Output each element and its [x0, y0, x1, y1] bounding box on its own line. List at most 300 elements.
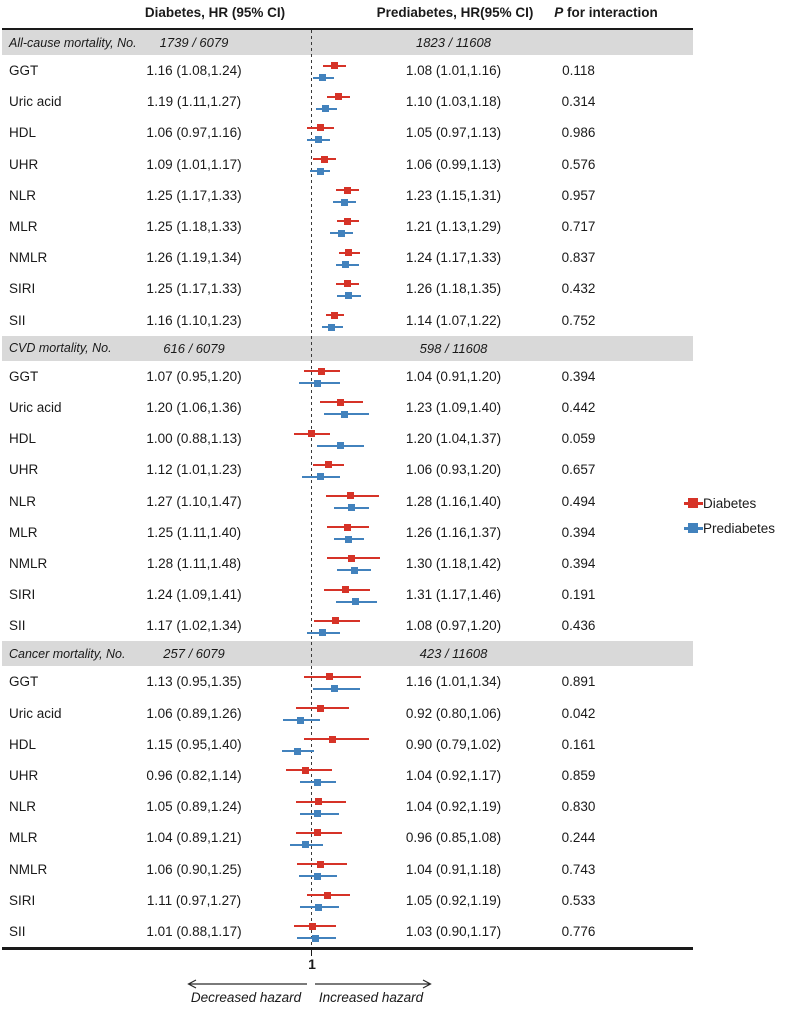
p-interaction-value: 0.494 [561, 493, 596, 509]
diabetes-ci [324, 589, 370, 591]
prediabetes-ci [334, 538, 364, 540]
prediabetes-point [317, 168, 324, 175]
p-interaction-value: 0.161 [561, 736, 596, 752]
forest-plot-cell [258, 361, 395, 392]
prediabetes-ci [317, 445, 364, 447]
forest-row [2, 698, 693, 729]
prediabetes-hr-value: 1.05 (0.92,1.19) [405, 892, 502, 908]
forest-plot-cell [258, 454, 395, 485]
prediabetes-hr-value: 1.10 (1.03,1.18) [405, 94, 502, 110]
diabetes-ci [339, 252, 361, 254]
diabetes-point [314, 829, 321, 836]
diabetes-ci [327, 526, 369, 528]
prediabetes-hr-value: 1.05 (0.97,1.13) [405, 125, 502, 141]
prediabetes-hr-value: 1.04 (0.92,1.17) [405, 768, 502, 784]
forest-plot-cell [258, 55, 395, 86]
prediabetes-hr-value: 1.20 (1.04,1.37) [405, 431, 502, 447]
diabetes-point [347, 492, 354, 499]
row-label: Uric acid [9, 94, 62, 110]
diabetes-ci [296, 801, 346, 803]
legend-marker-square [688, 498, 698, 508]
p-interaction-value: 0.830 [561, 799, 596, 815]
diabetes-hr-value: 1.06 (0.89,1.26) [146, 705, 242, 721]
prediabetes-ci [324, 413, 368, 415]
diabetes-ci [304, 370, 340, 372]
row-label: Uric acid [9, 705, 62, 721]
diabetes-hr-value: 1.25 (1.18,1.33) [146, 219, 242, 235]
row-label: SIRI [9, 587, 36, 603]
forest-plot-cell [258, 854, 395, 885]
forest-plot-cell [258, 548, 395, 579]
legend-label: Diabetes [703, 495, 757, 511]
decreased-hazard-label: Decreased hazard [190, 990, 302, 1005]
p-interaction-value: 0.042 [561, 705, 596, 721]
diabetes-hr-value: 1.05 (0.89,1.24) [146, 799, 242, 815]
prediabetes-point [345, 536, 352, 543]
diabetes-ci [304, 738, 368, 740]
row-label: UHR [9, 156, 39, 172]
prediabetes-point [317, 473, 324, 480]
p-interaction-value: 0.986 [561, 125, 596, 141]
prediabetes-point [337, 442, 344, 449]
diabetes-point [348, 555, 355, 562]
section-band [2, 641, 693, 666]
forest-plot-cell [258, 423, 395, 454]
row-label: HDL [9, 431, 37, 447]
forest-row [2, 854, 693, 885]
prediabetes-point [338, 230, 345, 237]
forest-row [2, 517, 693, 548]
diabetes-ci [296, 832, 342, 834]
diabetes-ci [314, 620, 360, 622]
diabetes-point [309, 923, 316, 930]
diabetes-ci [327, 557, 380, 559]
diabetes-hr-value: 1.25 (1.11,1.40) [146, 524, 242, 540]
diabetes-hr-value: 1.16 (1.10,1.23) [146, 312, 242, 328]
diabetes-hr-value: 1.12 (1.01,1.23) [146, 462, 242, 478]
p-interaction-value: 0.118 [562, 63, 595, 79]
diabetes-hr-value: 1.00 (0.88,1.13) [146, 431, 242, 447]
prediabetes-point [331, 685, 338, 692]
prediabetes-ci [307, 139, 330, 141]
diabetes-count: 257 / 6079 [163, 646, 225, 662]
decreased-hazard-arrow [189, 980, 308, 988]
diabetes-hr-value: 0.96 (0.82,1.14) [146, 768, 242, 784]
row-label: GGT [9, 368, 39, 384]
diabetes-point [331, 62, 338, 69]
p-interaction-value: 0.576 [561, 156, 596, 172]
forest-plot-cell [258, 610, 395, 641]
prediabetes-ci [300, 781, 336, 783]
diabetes-point [321, 156, 328, 163]
row-label: GGT [9, 63, 39, 79]
prediabetes-ci [337, 569, 371, 571]
row-label: Uric acid [9, 399, 62, 415]
diabetes-point [344, 218, 351, 225]
diabetes-hr-value: 1.27 (1.10,1.47) [146, 493, 242, 509]
prediabetes-point [319, 74, 326, 81]
prediabetes-hr-value: 1.23 (1.15,1.31) [405, 187, 502, 203]
diabetes-point [344, 187, 351, 194]
prediabetes-hr-value: 1.24 (1.17,1.33) [405, 250, 502, 266]
forest-plot-cell [258, 117, 395, 148]
p-interaction-value: 0.717 [561, 219, 596, 235]
p-interaction-value: 0.244 [561, 830, 596, 846]
diabetes-point [308, 430, 315, 437]
diabetes-hr-value: 1.01 (0.88,1.17) [146, 923, 242, 939]
increased-hazard-arrow [315, 980, 431, 988]
forest-row [2, 180, 693, 211]
p-interaction-value: 0.957 [561, 187, 596, 203]
prediabetes-point [314, 779, 321, 786]
diabetes-hr-value: 1.07 (0.95,1.20) [146, 368, 242, 384]
diabetes-hr-value: 1.13 (0.95,1.35) [146, 674, 242, 690]
row-label: NMLR [9, 861, 48, 877]
p-interaction-value: 0.743 [561, 861, 596, 877]
forest-plot-cell [258, 149, 395, 180]
forest-plot-cell [258, 822, 395, 853]
diabetes-ci [326, 314, 345, 316]
prediabetes-hr-value: 1.06 (0.93,1.20) [405, 462, 502, 478]
diabetes-ci [304, 676, 361, 678]
row-label: MLR [9, 830, 38, 846]
row-label: NLR [9, 799, 37, 815]
section-label: Cancer mortality, No. [9, 646, 126, 661]
section-band [2, 336, 693, 361]
diabetes-ci [297, 863, 347, 865]
prediabetes-point [319, 629, 326, 636]
prediabetes-hr-value: 1.04 (0.92,1.19) [405, 799, 502, 815]
row-label: MLR [9, 219, 38, 235]
diabetes-point [302, 767, 309, 774]
diabetes-hr-value: 1.28 (1.11,1.48) [146, 555, 242, 571]
prediabetes-hr-value: 1.31 (1.17,1.46) [405, 587, 502, 603]
row-label: SII [9, 312, 26, 328]
forest-row [2, 666, 693, 697]
reference-line [311, 30, 312, 947]
prediabetes-ci [337, 295, 361, 297]
diabetes-ci [320, 401, 363, 403]
reference-value-label: 1 [308, 956, 316, 972]
forest-row [2, 916, 693, 947]
legend-marker-diabetes [684, 497, 703, 509]
diabetes-point [335, 93, 342, 100]
diabetes-hr-value: 1.20 (1.06,1.36) [146, 399, 242, 415]
row-label: SIRI [9, 281, 36, 297]
section-label: All-cause mortality, No. [9, 35, 137, 50]
forest-plot-cell [258, 760, 395, 791]
prediabetes-ci [316, 108, 337, 110]
row-label: GGT [9, 674, 39, 690]
diabetes-ci [294, 925, 336, 927]
prediabetes-point [352, 598, 359, 605]
diabetes-hr-value: 1.15 (0.95,1.40) [146, 736, 242, 752]
row-label: NLR [9, 493, 37, 509]
forest-row [2, 117, 693, 148]
prediabetes-ci [333, 201, 356, 203]
p-interaction-value: 0.776 [561, 923, 596, 939]
p-interaction-value: 0.394 [561, 368, 596, 384]
section-band [2, 30, 693, 55]
legend-marker-prediabetes [684, 522, 703, 534]
forest-plot-cell [258, 211, 395, 242]
prediabetes-point [314, 810, 321, 817]
diabetes-hr-value: 1.16 (1.08,1.24) [146, 63, 242, 79]
diabetes-ci [307, 127, 334, 129]
prediabetes-hr-value: 1.04 (0.91,1.20) [405, 368, 502, 384]
forest-plot-cell [258, 305, 395, 336]
diabetes-ci [326, 495, 379, 497]
prediabetes-hr-value: 1.16 (1.01,1.34) [405, 674, 502, 690]
forest-plot-cell [258, 485, 395, 516]
prediabetes-point [297, 717, 304, 724]
prediabetes-ci [300, 906, 339, 908]
p-interaction-value: 0.432 [561, 281, 596, 297]
prediabetes-hr-value: 1.04 (0.91,1.18) [405, 861, 502, 877]
prediabetes-point [294, 748, 301, 755]
row-label: SIRI [9, 892, 36, 908]
prediabetes-ci [297, 937, 336, 939]
diabetes-ci [313, 464, 345, 466]
diabetes-hr-value: 1.17 (1.02,1.34) [146, 618, 242, 634]
prediabetes-point [314, 873, 321, 880]
forest-row [2, 305, 693, 336]
prediabetes-ci [307, 632, 340, 634]
prediabetes-hr-value: 1.26 (1.16,1.37) [405, 524, 502, 540]
prediabetes-point [302, 841, 309, 848]
row-label: SII [9, 618, 26, 634]
prediabetes-hr-value: 1.08 (0.97,1.20) [405, 618, 502, 634]
diabetes-hr-value: 1.06 (0.90,1.25) [146, 861, 242, 877]
forest-row [2, 423, 693, 454]
diabetes-ci [323, 65, 346, 67]
forest-plot-cell [258, 392, 395, 423]
prediabetes-ci [313, 77, 334, 79]
forest-row [2, 55, 693, 86]
hazard-direction-arrows [0, 977, 693, 991]
prediabetes-count: 423 / 11608 [419, 646, 488, 662]
legend-label: Prediabetes [703, 520, 776, 536]
diabetes-ci [313, 158, 336, 160]
row-label: NMLR [9, 250, 48, 266]
forest-row [2, 760, 693, 791]
prediabetes-count: 598 / 11608 [419, 340, 488, 356]
forest-rows-container [2, 30, 693, 947]
p-interaction-value: 0.059 [561, 431, 596, 447]
p-interaction-value: 0.436 [561, 618, 596, 634]
forest-plot-cell [258, 86, 395, 117]
diabetes-ci [286, 769, 332, 771]
prediabetes-point [341, 411, 348, 418]
prediabetes-hr-value: 1.06 (0.99,1.13) [405, 156, 502, 172]
forest-row [2, 610, 693, 641]
forest-plot-cell [258, 729, 395, 760]
prediabetes-hr-value: 0.92 (0.80,1.06) [405, 705, 502, 721]
legend-item-prediabetes [684, 521, 775, 535]
prediabetes-ci [334, 507, 368, 509]
diabetes-point [315, 798, 322, 805]
legend [684, 496, 775, 546]
forest-row [2, 392, 693, 423]
forest-row [2, 485, 693, 516]
p-interaction-value: 0.314 [561, 94, 596, 110]
p-interaction-value: 0.891 [561, 674, 596, 690]
forest-row [2, 86, 693, 117]
prediabetes-ci [283, 719, 320, 721]
prediabetes-point [328, 324, 335, 331]
diabetes-point [324, 892, 331, 899]
forest-row [2, 149, 693, 180]
diabetes-point [344, 280, 351, 287]
row-label: HDL [9, 736, 37, 752]
p-interaction-value: 0.533 [561, 892, 596, 908]
diabetes-hr-value: 1.06 (0.97,1.16) [146, 125, 242, 141]
diabetes-point [344, 524, 351, 531]
prediabetes-ci [290, 844, 323, 846]
prediabetes-point [341, 199, 348, 206]
diabetes-point [317, 705, 324, 712]
row-label: UHR [9, 462, 39, 478]
forest-plot-cell [258, 579, 395, 610]
prediabetes-hr-value: 0.96 (0.85,1.08) [405, 830, 502, 846]
p-interaction-value: 0.394 [561, 524, 596, 540]
forest-row [2, 273, 693, 304]
prediabetes-ci [282, 750, 315, 752]
p-italic: P [554, 5, 564, 20]
diabetes-ci [327, 96, 350, 98]
increased-hazard-label: Increased hazard [318, 990, 424, 1005]
forest-plot-cell [258, 791, 395, 822]
p-interaction-value: 0.752 [561, 312, 596, 328]
diabetes-point [318, 368, 325, 375]
p-interaction-value: 0.657 [561, 462, 596, 478]
forest-row [2, 791, 693, 822]
diabetes-hr-value: 1.25 (1.17,1.33) [146, 281, 242, 297]
forest-row [2, 579, 693, 610]
diabetes-hr-value: 1.26 (1.19,1.34) [146, 250, 242, 266]
row-label: HDL [9, 125, 37, 141]
prediabetes-column-header: Prediabetes, HR(95% CI) [376, 5, 534, 20]
diabetes-hr-value: 1.11 (0.97,1.27) [146, 892, 242, 908]
prediabetes-ci [299, 875, 338, 877]
row-label: UHR [9, 768, 39, 784]
forest-plot-cell [258, 273, 395, 304]
diabetes-ci [296, 707, 349, 709]
forest-row [2, 454, 693, 485]
diabetes-point [342, 586, 349, 593]
forest-row [2, 242, 693, 273]
p-interaction-value: 0.394 [561, 555, 596, 571]
prediabetes-point [348, 504, 355, 511]
prediabetes-point [315, 136, 322, 143]
forest-row [2, 822, 693, 853]
prediabetes-ci [336, 264, 359, 266]
diabetes-point [337, 399, 344, 406]
p-interaction-value: 0.859 [561, 768, 596, 784]
forest-plot-cell [258, 698, 395, 729]
diabetes-point [326, 673, 333, 680]
forest-row [2, 729, 693, 760]
forest-row [2, 885, 693, 916]
diabetes-hr-value: 1.09 (1.01,1.17) [146, 156, 242, 172]
diabetes-point [317, 124, 324, 131]
row-label: SII [9, 923, 26, 939]
prediabetes-ci [302, 476, 341, 478]
prediabetes-hr-value: 1.08 (1.01,1.16) [405, 63, 502, 79]
diabetes-ci [336, 189, 359, 191]
p-interaction-value: 0.191 [561, 587, 596, 603]
forest-row [2, 361, 693, 392]
p-suffix: for interaction [563, 5, 658, 20]
prediabetes-hr-value: 1.26 (1.18,1.35) [405, 281, 502, 297]
row-label: NLR [9, 187, 37, 203]
diabetes-ci [337, 220, 359, 222]
prediabetes-ci [336, 601, 378, 603]
diabetes-point [331, 312, 338, 319]
prediabetes-ci [322, 326, 343, 328]
prediabetes-point [342, 261, 349, 268]
bottom-divider-line [2, 947, 693, 950]
forest-row [2, 211, 693, 242]
diabetes-point [332, 617, 339, 624]
diabetes-column-header: Diabetes, HR (95% CI) [144, 5, 286, 20]
prediabetes-hr-value: 0.90 (0.79,1.02) [405, 736, 502, 752]
prediabetes-ci [330, 232, 353, 234]
prediabetes-hr-value: 1.14 (1.07,1.22) [405, 312, 502, 328]
prediabetes-hr-value: 1.23 (1.09,1.40) [405, 399, 502, 415]
row-label: MLR [9, 524, 38, 540]
forest-plot-cell [258, 885, 395, 916]
prediabetes-point [345, 292, 352, 299]
prediabetes-ci [299, 382, 341, 384]
prediabetes-hr-value: 1.28 (1.16,1.40) [405, 493, 502, 509]
diabetes-point [325, 461, 332, 468]
prediabetes-ci [313, 688, 360, 690]
diabetes-point [317, 861, 324, 868]
diabetes-point [345, 249, 352, 256]
diabetes-hr-value: 1.25 (1.17,1.33) [146, 187, 242, 203]
forest-plot-cell [258, 517, 395, 548]
forest-plot-cell [258, 666, 395, 697]
diabetes-count: 1739 / 6079 [159, 35, 229, 50]
prediabetes-ci [300, 813, 339, 815]
forest-plot-cell [258, 180, 395, 211]
diabetes-point [329, 736, 336, 743]
prediabetes-point [351, 567, 358, 574]
diabetes-hr-value: 1.19 (1.11,1.27) [146, 94, 242, 110]
row-label: NMLR [9, 555, 48, 571]
prediabetes-point [312, 935, 319, 942]
legend-item-diabetes [684, 496, 775, 510]
forest-plot-cell [258, 242, 395, 273]
diabetes-ci [307, 894, 350, 896]
prediabetes-count: 1823 / 11608 [416, 35, 491, 50]
prediabetes-hr-value: 1.21 (1.13,1.29) [405, 219, 502, 235]
diabetes-count: 616 / 6079 [163, 340, 225, 356]
forest-row [2, 548, 693, 579]
prediabetes-point [314, 380, 321, 387]
section-label: CVD mortality, No. [9, 341, 112, 356]
diabetes-hr-value: 1.24 (1.09,1.41) [146, 587, 242, 603]
prediabetes-hr-value: 1.30 (1.18,1.42) [405, 555, 502, 571]
p-interaction-value: 0.442 [561, 399, 596, 415]
diabetes-hr-value: 1.04 (0.89,1.21) [146, 830, 242, 846]
p-interaction-column-header [545, 5, 667, 20]
prediabetes-hr-value: 1.03 (0.90,1.17) [405, 923, 502, 939]
legend-marker-square [688, 523, 698, 533]
prediabetes-ci [310, 170, 330, 172]
forest-plot-cell [258, 916, 395, 947]
